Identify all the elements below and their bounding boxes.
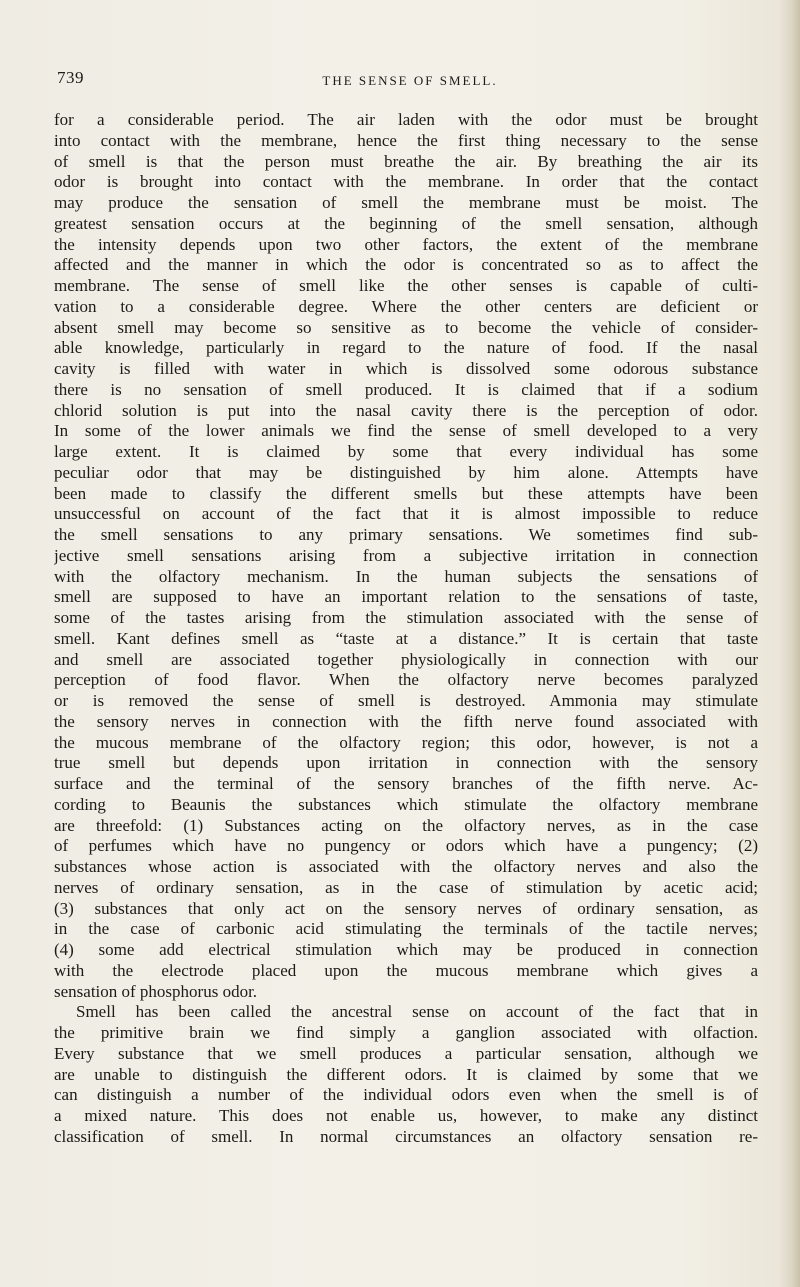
page-number: 739	[57, 68, 84, 87]
text-line: vation to a considerable degree. Where the other centers are deficient or	[54, 296, 758, 316]
text-line: substances whose action is associated with the olfactory nerves and also the	[54, 857, 758, 876]
text-line: (3) substances that only act on the sensory nerves of ordinary sensation, as	[54, 898, 758, 918]
text-line: perception of food flavor. When the olfactory nerve becomes paralyzed	[54, 670, 758, 690]
text-line: there is no sensation of smell produced. It is claimed that if a sodium	[54, 379, 758, 399]
text-line: or is removed the sense of smell is destroyed. Ammonia may stimulate	[54, 691, 758, 710]
text-line: of perfumes which have no pungency or odors which have a pungency; (2)	[54, 836, 758, 856]
text-line: jective smell sensations arising from a subjective irritation in connection	[54, 545, 758, 565]
text-line: classification of smell. In normal circumstances an olfactory sensation re-	[54, 1126, 758, 1146]
text-line: unsuccessful on account of the fact that it is almost impossible to reduce	[54, 504, 758, 524]
text-line: In some of the lower animals we find the sense of smell developed to a very	[54, 421, 758, 441]
text-line: in the case of carbonic acid stimulating the terminals of the tactile nerves;	[54, 919, 758, 939]
text-line: (4) some add electrical stimulation which may be produced in connection	[54, 940, 758, 959]
text-line: true smell but depends upon irritation in connection with the sensory	[54, 753, 758, 773]
text-line: the smell sensations to any primary sensations. We sometimes find sub-	[54, 525, 758, 544]
text-line: may produce the sensation of smell the membrane must be moist. The	[54, 193, 758, 212]
text-line: Every substance that we smell produces a particular sensation, although we	[54, 1043, 758, 1063]
text-line: the primitive brain we find simply a ganglion associated with olfaction.	[54, 1023, 758, 1042]
text-line: able knowledge, particularly in regard to the nature of food. If the nasal	[54, 338, 758, 358]
body-text	[54, 110, 758, 1148]
text-line: are unable to distinguish the different odors. It is claimed by some that we	[54, 1064, 758, 1084]
text-line: been made to classify the different smells but these attempts have been	[54, 483, 758, 503]
text-line: cording to Beaunis the substances which stimulate the olfactory membrane	[54, 794, 758, 814]
text-line: are threefold: (1) Substances acting on the olfactory nerves, as in the case	[54, 815, 758, 835]
text-line: membrane. The sense of smell like the other senses is capable of culti-	[54, 276, 758, 295]
text-line: and smell are associated together physiologically in connection with our	[54, 649, 758, 669]
text-line: odor is brought into contact with the membrane. In order that the contact	[54, 172, 758, 192]
text-line: smell. Kant defines smell as “taste at a distance.” It is certain that taste	[54, 628, 758, 648]
text-line: into contact with the membrane, hence the first thing necessary to the sense	[54, 130, 758, 150]
text-line: cavity is filled with water in which is dissolved some odorous substance	[54, 359, 758, 378]
text-line: a mixed nature. This does not enable us, however, to make any distinct	[54, 1106, 758, 1125]
text-line: the sensory nerves in connection with the fifth nerve found associated with	[54, 711, 758, 731]
text-line: can distinguish a number of the individual odors even when the smell is of	[54, 1085, 758, 1105]
text-line: peculiar odor that may be distinguished by him alone. Attempts have	[54, 462, 758, 482]
text-line: greatest sensation occurs at the beginning of the smell sensation, although	[54, 213, 758, 233]
running-head: THE SENSE OF SMELL.	[322, 73, 498, 88]
text-line: some of the tastes arising from the stimulation associated with the sense of	[54, 608, 758, 627]
text-line: smell are supposed to have an important relation to the sensations of taste,	[54, 587, 758, 607]
text-line: absent smell may become so sensitive as to become the vehicle of consider-	[54, 317, 758, 337]
text-line: Smell has been called the ancestral sense on account of the fact that in	[76, 1002, 758, 1022]
text-line: sensation of phosphorus odor.	[54, 981, 258, 1001]
text-line: with the olfactory mechanism. In the human subjects the sensations of	[54, 566, 758, 586]
text-line: with the electrode placed upon the mucous membrane which gives a	[54, 960, 758, 980]
text-line: of smell is that the person must breathe the air. By breathing the air its	[54, 151, 758, 171]
text-line: nerves of ordinary sensation, as in the case of stimulation by acetic acid;	[54, 877, 758, 897]
text-line: affected and the manner in which the odor is concentrated so as to affect the	[54, 255, 758, 275]
text-line: large extent. It is claimed by some that every individual has some	[54, 442, 758, 461]
text-line: the mucous membrane of the olfactory region; this odor, however, is not a	[54, 732, 758, 752]
page-edge-shadow	[778, 0, 800, 1287]
text-line: chlorid solution is put into the nasal cavity there is the perception of odor.	[54, 400, 758, 420]
text-line: for a considerable period. The air laden with the odor must be brought	[54, 110, 758, 129]
text-line: the intensity depends upon two other factors, the extent of the membrane	[54, 234, 758, 254]
text-line: surface and the terminal of the sensory branches of the fifth nerve. Ac-	[54, 774, 758, 793]
